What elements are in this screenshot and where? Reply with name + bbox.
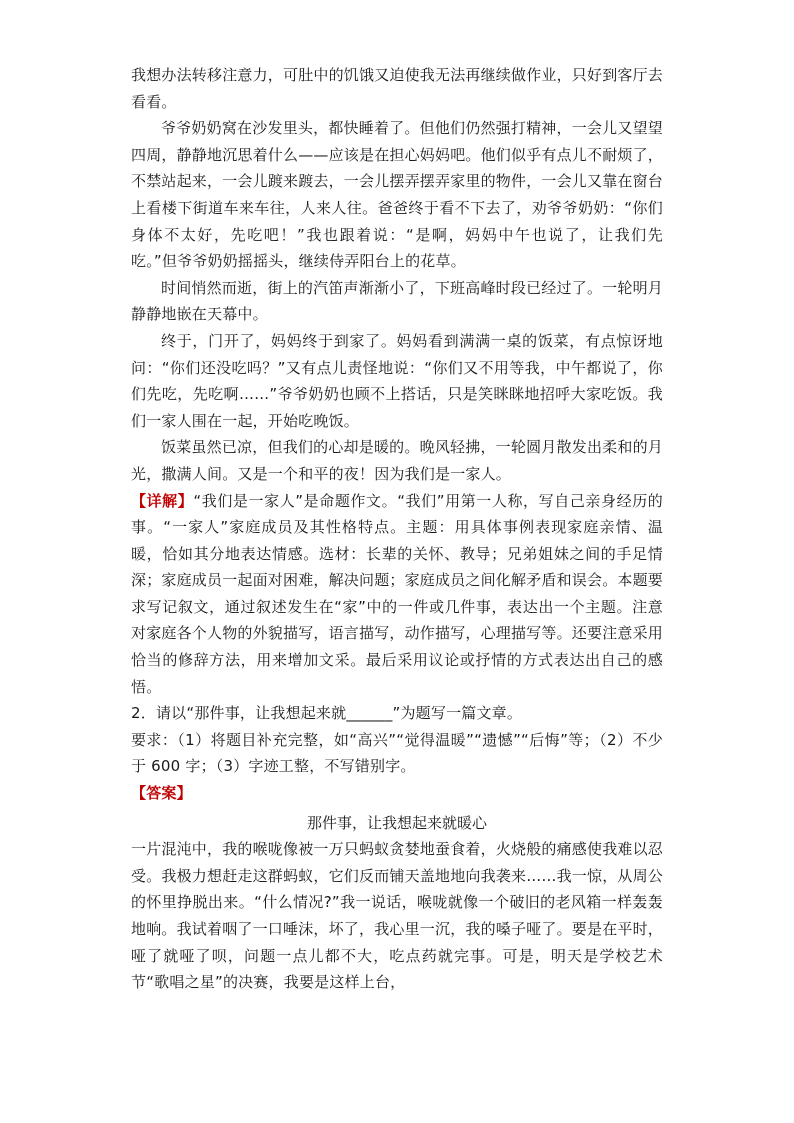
analysis-tag: 【详解】 — [131, 491, 194, 510]
essay1-paragraph-1: 我想办法转移注意力，可肚中的饥饿又迫使我无法再继续做作业，只好到客厅去看看。 — [131, 66, 664, 111]
essay2-paragraph-1: 一片混沌中，我的喉咙像被一万只蚂蚁贪婪地蚕食着，火烧般的痛感使我难以忍受。我极力想赶走这群蚂蚁，它们反而铺天盖地地向我袭来……我一惊，从周公的怀里挣脱出来。“什么情况?”我一说话，喉咙就像一个破旧的老风箱一样轰轰地响。我试着咽了一口唾沫，坏了，我心里一沉，我的嗓子哑了。要是在平时，哑了就哑了呗，问题一点儿都不大，吃点药就完事。可是，明天是学校艺术节“歌唱之星”的决赛，我要是这样上台， — [131, 840, 664, 992]
essay1-paragraph-3: 时间悄然而逝，街上的汽笛声渐渐小了，下班高峰时段已经过了。一轮明月静静地嵌在天幕中。 — [131, 278, 663, 324]
question-2-prompt: 2．请以“那件事，让我想起来就______”为题写一篇文章。 — [131, 704, 523, 723]
analysis-section — [131, 488, 663, 701]
question-2-requirements: 要求：（1）将题目补充完整，如“高兴”“觉得温暖”“遗憾”“后悔”等；（2）不少于 600 字；（3）字迹工整，不写错别字。 — [131, 730, 663, 776]
essay2-title: 那件事，让我想起来就暖心 — [306, 813, 487, 832]
essay1-paragraph-2: 爷爷奶奶窝在沙发里头，都快睡着了。但他们仍然强打精神，一会儿又望望四周，静静地沉思着什么——应该是在担心妈妈吧。他们似乎有点儿不耐烦了，不禁站起来，一会儿踱来踱去，一会儿摆弄摆弄家里的物件，一会儿又靠在窗台上看楼下街道车来车往，人来人往。爸爸终于看不下去了，劝爷爷奶奶：“你们身体不太好，先吃吧！”我也跟着说：“是啊，妈妈中午也说了，让我们先吃。”但爷爷奶奶摇摇头，继续侍弄阳台上的花草。 — [131, 119, 664, 271]
document-page — [131, 62, 663, 996]
essay1-paragraph-4: 终于，门开了，妈妈终于到家了。妈妈看到满满一桌的饭菜，有点惊讶地问：“你们还没吃吗？”又有点儿责怪地说：“你们又不用等我，中午都说了，你们先吃，先吃啊……”爷爷奶奶也顾不上搭话，只是笑眯眯地招呼大家吃饭。我们一家人围在一起，开始吃晚饭。 — [131, 331, 663, 430]
analysis-text: “我们是一家人”是命题作文。“我们”用第一人称，写自己亲身经历的事。“一家人”家庭成员及其性格特点。主题：用具体事例表现家庭亲情、温暖，恰如其分地表达情感。选材：长辈的关怀、教导；兄弟姐妹之间的手足情深；家庭成员一起面对困难，解决问题；家庭成员之间化解矛盾和误会。本题要求写记叙文，通过叙述发生在“家”中的一件或几件事，表达出一个主题。注意对家庭各个人物的外貌描写，语言描写，动作描写，心理描写等。还要注意采用恰当的修辞方法，用来增加文采。最后采用议论或抒情的方式表达出自己的感悟。 — [131, 491, 664, 696]
answer-tag: 【答案】 — [131, 784, 192, 803]
answer-section — [131, 780, 663, 807]
essay1-paragraph-5: 饭菜虽然已凉，但我们的心却是暖的。晚风轻拂，一轮圆月散发出柔和的月光，撒满人间。又是一个和平的夜！因为我们是一家人。 — [131, 438, 663, 483]
